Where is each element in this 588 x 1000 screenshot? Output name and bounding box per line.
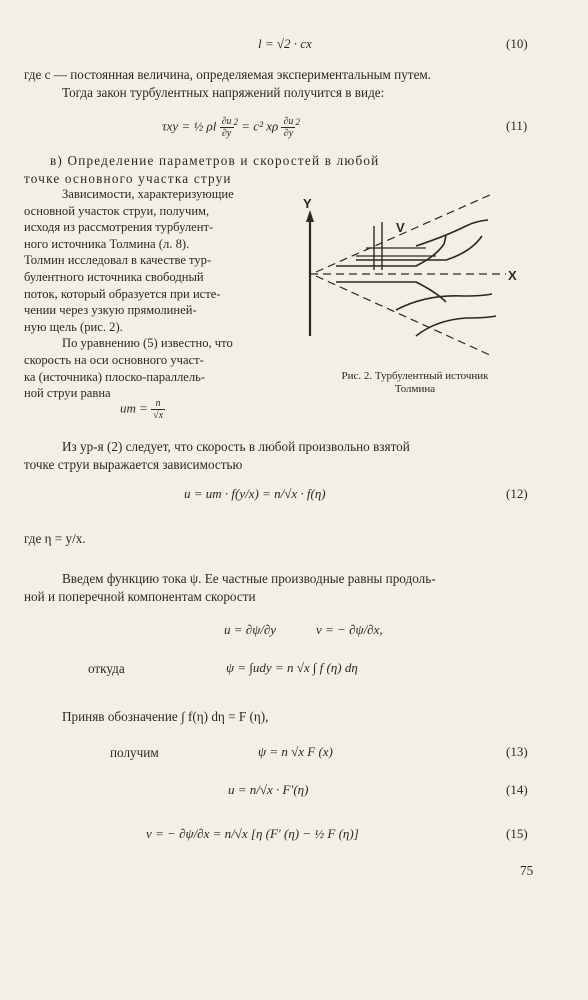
equation-11-power-b: 2 — [295, 117, 300, 128]
figure-caption-line2: Толмина — [394, 383, 436, 395]
equation-v-derivative: v = − ∂ψ/∂x, — [316, 622, 383, 637]
fraction-denominator: √x — [153, 410, 164, 421]
left-line: ка (источника) плоско-параллель- — [24, 369, 206, 384]
velocity-profile-5 — [396, 294, 492, 310]
equation-11 — [162, 116, 300, 139]
equation-um — [120, 398, 165, 421]
left-line: ного источника Толмина (л. 8). — [24, 236, 190, 251]
figure-caption-line1: Рис. 2. Турбулентный источник — [341, 370, 489, 382]
equation-um-lhs: um = — [120, 400, 148, 416]
text-line-from2b: точке струи выражается зависимостью — [24, 457, 243, 472]
lower-jet-boundary — [316, 276, 492, 356]
section-heading-b-cont: точке основного участка струи — [24, 171, 232, 186]
left-line: поток, который образуется при исте- — [24, 286, 221, 301]
equation-psi-integral: ψ = ∫udy = n √x ∫ f (η) dη — [226, 660, 358, 675]
equation-10-number: (10) — [506, 36, 528, 51]
equation-14: u = n/√x · F′(η) — [228, 782, 309, 797]
text-line-law: Тогда закон турбулентных напряжений получится в виде: — [62, 85, 385, 100]
equation-11-fraction-a — [220, 116, 234, 139]
v-label: V — [396, 220, 405, 235]
left-column-text — [24, 186, 234, 402]
left-line: Толмин исследовал в качестве тур- — [24, 253, 212, 268]
x-axis-label: X — [508, 268, 517, 283]
equation-u-derivative: u = ∂ψ/∂y — [224, 622, 277, 637]
velocity-profile-6 — [416, 316, 496, 336]
equation-11-power-a: 2 — [233, 117, 239, 128]
left-line: ной струи равна — [24, 386, 111, 401]
equation-12: u = um · f(y/x) = n/√x · f(η) — [184, 486, 326, 501]
equation-um-fraction — [151, 398, 165, 421]
fraction-denominator: ∂y — [283, 128, 294, 139]
equation-13: ψ = n √x F (x) — [258, 744, 333, 759]
equation-11-fraction-b — [281, 116, 295, 139]
text-line-intro-psi: Введем функцию тока ψ. Ее частные производные равны продоль- — [62, 571, 436, 586]
left-line: По уравнению (5) известно, что — [62, 336, 233, 351]
equation-10: l = √2 · cx — [258, 36, 312, 51]
equation-12-number: (12) — [506, 486, 528, 501]
equation-15-number: (15) — [506, 826, 528, 841]
text-line-intro-psi2: ной и поперечной компонентам скорости — [24, 589, 256, 604]
equation-11-lhs: τxy = ½ ρl — [162, 118, 217, 134]
equation-11-mid: = c² xρ — [241, 118, 279, 134]
y-axis-arrow-icon — [306, 210, 314, 222]
y-axis-label: Y — [303, 196, 312, 211]
text-line-from2: Из ур-я (2) следует, что скорость в любой произвольно взятой — [62, 439, 410, 454]
left-line: чении через узкую прямолиней- — [24, 303, 197, 318]
page-number: 75 — [520, 863, 534, 878]
text-line-where-c: где c — постоянная величина, определяемая экспериментальным путем. — [24, 67, 432, 82]
equation-13-number: (13) — [506, 744, 528, 759]
left-line: скорость на оси основного участ- — [24, 352, 204, 367]
equation-14-number: (14) — [506, 782, 528, 797]
equation-15: v = − ∂ψ/∂x = n/√x [η (F′ (η) − ½ F (η)] — [146, 826, 359, 841]
text-line-whence: откуда — [88, 661, 125, 676]
fraction-numerator: n — [151, 398, 165, 410]
left-line: ную щель (рис. 2). — [24, 319, 123, 334]
fraction-numerator: ∂u — [221, 116, 232, 127]
fraction-numerator: ∂u — [283, 116, 294, 127]
text-line-where-eta: где η = y/x. — [24, 531, 86, 546]
equation-11-number: (11) — [506, 118, 528, 133]
left-line: основной участок струи, получим, — [24, 203, 210, 218]
figure-caption — [310, 370, 520, 396]
text-line-notation: Приняв обозначение ∫ f(η) dη = F (η), — [62, 709, 269, 724]
left-line: булентного источника свободный — [24, 269, 204, 284]
left-line: исходя из рассмотрения турбулент- — [24, 220, 214, 235]
text-line-get: получим — [110, 745, 159, 760]
figure-tollmien-source — [296, 186, 546, 366]
left-line: Зависимости, характеризующие — [62, 187, 234, 201]
section-heading-b: в) Определение параметров и скоростей в любой — [50, 153, 380, 168]
fraction-denominator: ∂y — [221, 128, 232, 139]
